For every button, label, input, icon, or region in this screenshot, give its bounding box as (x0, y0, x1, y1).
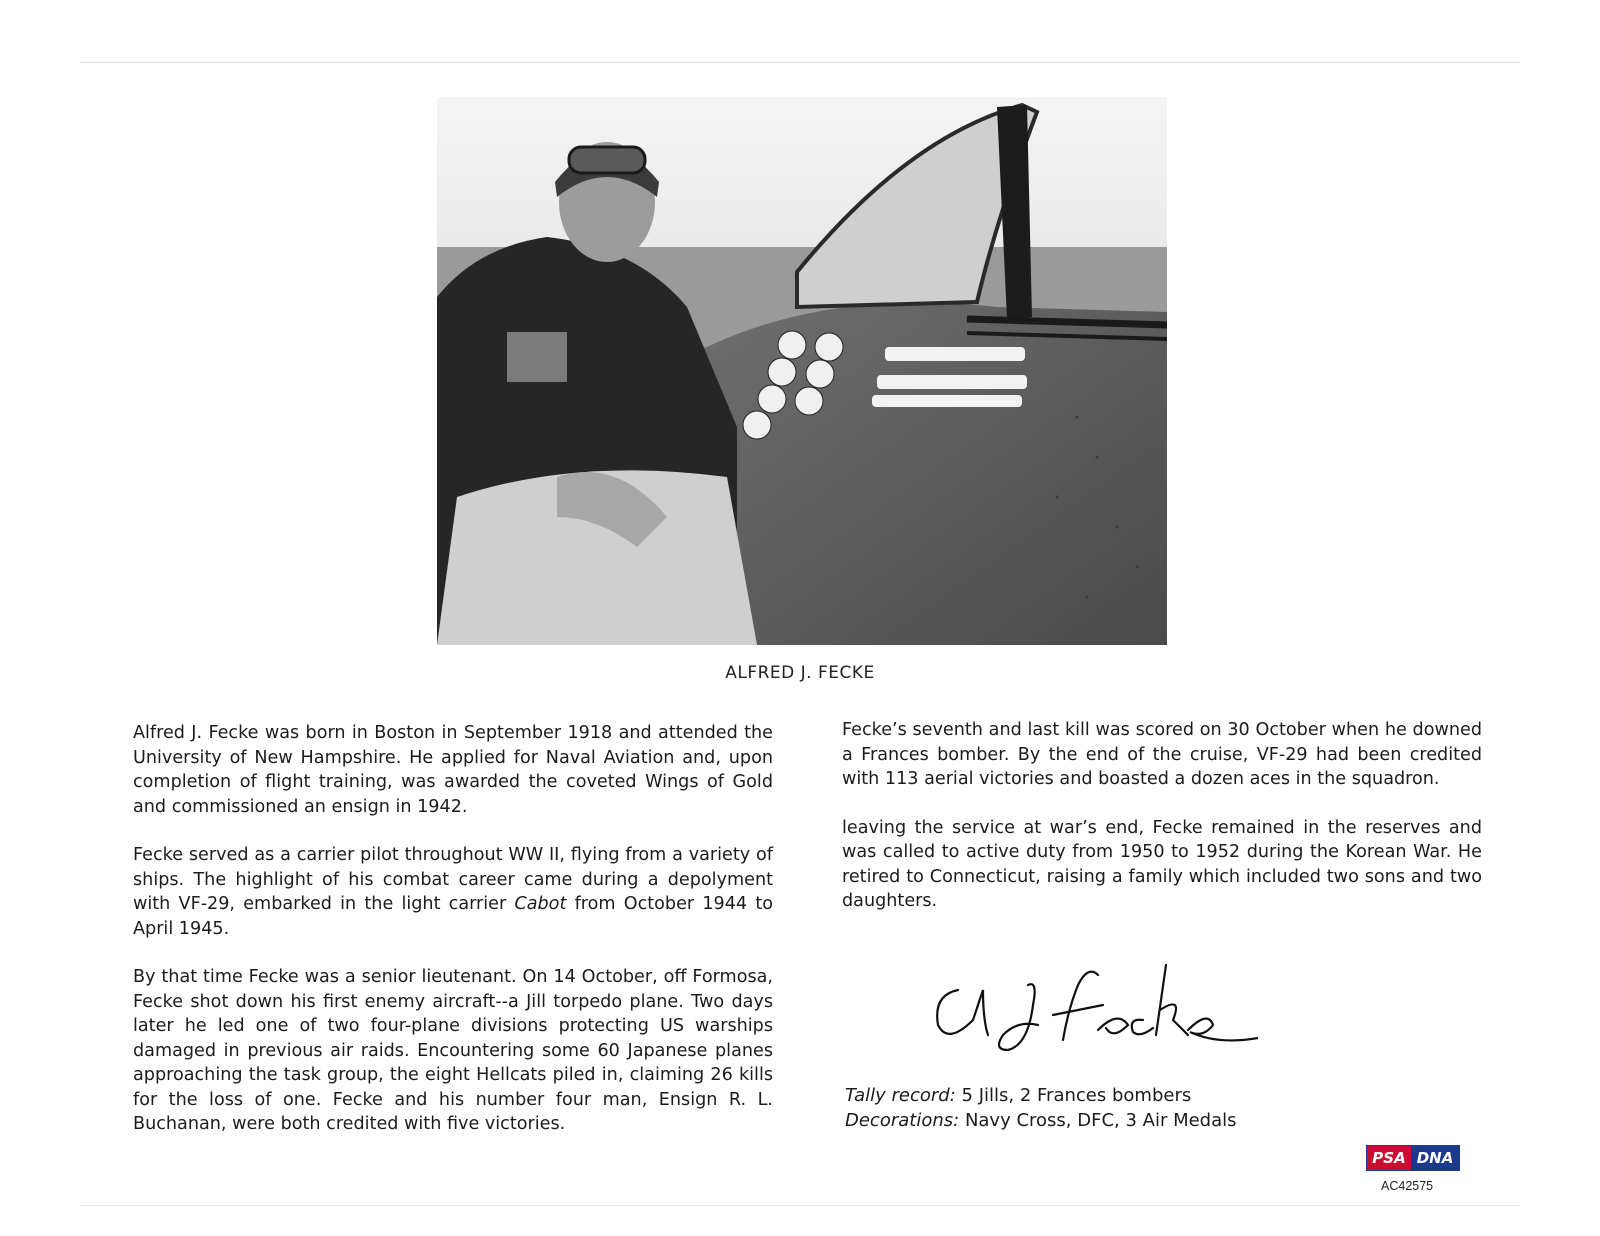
tally-record-label: Tally record: (845, 1085, 956, 1106)
tally-record-value: 5 Jills, 2 Frances bombers (961, 1085, 1192, 1106)
tally-record-row (845, 1083, 1237, 1108)
decorations-value: Navy Cross, DFC, 3 Air Medals (964, 1110, 1237, 1131)
biography-right-column (842, 718, 1482, 938)
dna-logo-text: DNA (1411, 1146, 1459, 1170)
bio-paragraph: leaving the service at war’s end, Fecke remained in the reserves and was called to active duty from 1950 to 1952 during the Korean War. He retired to Connecticut, raising a family which included two sons and two daughters. (842, 817, 1482, 911)
psa-dna-logo (1366, 1145, 1460, 1171)
bio-paragraph: Fecke served as a carrier pilot throughout WW II, flying from a variety of ships. The highlight of his combat career came during a depolyment with VF-29, embarked in the light carrier Cabot from October 1944 to April 1945. (133, 845, 773, 939)
biography-left-column (133, 721, 773, 1161)
ship-name: Cabot (514, 894, 567, 914)
autograph-signature (928, 950, 1258, 1060)
service-facts (845, 1083, 1237, 1133)
pilot-photo (437, 97, 1167, 645)
bio-paragraph: Alfred J. Fecke was born in Boston in September 1918 and attended the University of New Hampshire. He applied for Naval Aviation and, upon completion of flight training, was awarded the coveted Wings of Gold and commissioned an ensign in 1942. (133, 723, 773, 817)
authentication-code: AC42575 (1381, 1179, 1434, 1193)
bio-paragraph: By that time Fecke was a senior lieutenant. On 14 October, off Formosa, Fecke shot down his first enemy aircraft--a Jill torpedo plane. Two days later he led one of two four-plane divisions protecting US warships damaged in previous air raids. Encountering some 60 Japanese planes approaching the task group, the eight Hellcats piled in, claiming 26 kills for the loss of one. Fecke and his number four man, Ensign R. L. Buchanan, were both credited with five victories. (133, 967, 773, 1134)
decorations-label: Decorations: (845, 1110, 960, 1131)
psa-logo-text: PSA (1367, 1146, 1411, 1170)
top-edge-line (80, 62, 1520, 63)
bio-paragraph: Fecke’s seventh and last kill was scored on 30 October when he downed a Frances bomber. By the end of the cruise, VF-29 had been credited with 113 aerial victories and boasted a dozen aces in the squadron. (842, 720, 1482, 789)
decorations-row (845, 1108, 1237, 1133)
bottom-edge-line (80, 1205, 1520, 1206)
photo-caption: ALFRED J. FECKE (725, 663, 875, 683)
